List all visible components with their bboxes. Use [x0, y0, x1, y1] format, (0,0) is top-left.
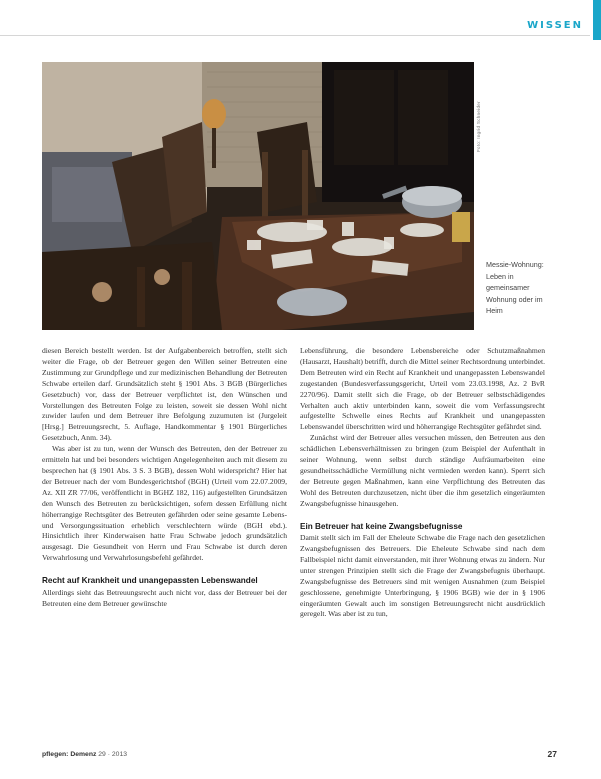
subheading: Recht auf Krankheit und unangepassten Lebenswandel: [42, 576, 258, 586]
subheading: Ein Betreuer hat keine Zwangsbefugnisse: [300, 521, 463, 531]
header-rule: [0, 35, 590, 36]
issue-number: 29 · 2013: [98, 751, 128, 758]
paragraph: Zunächst wird der Betreuer alles versuchen müssen, den Betreuten aus den schädlichen Lebensverhältnissen zu bringen (zum Beispiel der Aufenthalt in seiner Wohnung, wenn selbst durch ständige Aufräumarbeiten eine gesundheitsschädliche Vermüllung nicht vermieden werden kann). Sperrt sich der Betreute gegen Maßnahmen, kann eine Verpflichtung des Betreuten das Wohl des Betreuten durchzusetzen, nicht über die ihm gesetzlich eingeräumten Zwangsbefugnisse hinausgehen.: [300, 433, 545, 508]
article-photo: [42, 62, 474, 330]
section-color-stripe: [593, 0, 601, 40]
magazine-name: pflegen: Demenz: [42, 751, 97, 758]
article-column-left: [42, 346, 287, 609]
footer-publication: [42, 751, 127, 758]
section-tag: WISSEN: [527, 20, 583, 31]
paragraph: Allerdings sieht das Betreuungsrecht auch nicht vor, dass der Betreuer bei der Betreuten eine dem Betreuer gewünschte: [42, 587, 287, 608]
messy-room-illustration: [42, 62, 474, 330]
article-column-right: [300, 346, 545, 620]
paragraph: Damit stellt sich im Fall der Eheleute Schwabe die Frage nach den gesetzlichen Zwangsbefugnissen des Betreuers. Die Eheleute Schwabe sind nach dem Fallbeispiel nicht damit einverstanden, mit ihrer Wohnung etwas zu ändern. Nur unter strengen Prinzipien stellt sich die Frage der Zwangsbefugnis überhaupt. Zwangsbefugnisse des Betreuers sind mit wenigen Ausnahmen (zum Beispiel geschlossene, genehmigte Unterbringung, § 1906 BGB) wie der in § 1906 eingeräumten Gewalt auch im sonstigen Betreuungsrecht nicht ausdrücklich geregelt. Was aber ist zu tun,: [300, 533, 545, 619]
paragraph: Was aber ist zu tun, wenn der Wunsch des Betreuten, den der Betreuer zu ermitteln hat und bei besonders wichtigen Angelegenheiten auch mit diesem zu besprechen hat (§ 1901 Abs. 3 S. 3 BGB), dessen Wohl widerspricht? Hier hat der Betreuer nach der vom Bundesgerichtshof (BGH) (Urteil vom 22.07.2009, Az. XII ZR 77/06, veröffentlicht in BGHZ 182, 116) aufgestellten Grundsätzen den Wunsch des Betreuten zu berücksichtigen, sofern dessen Erfüllung nicht höherrangige Rechtsgüter des Betreuten gefährden oder seine gesamte Lebens- und Versorgungssituation erheblich verschlechtern würde (BGH ebd.). Hinsichtlich ihrer Kinderwaisen hatte Frau Schwabe jedoch grundsätzlich ausgesagt. Die Gesundheit von Herrn und Frau Schwabe ist durch deren Verwahrlosung und Verwahrlosungsbefehl gefährdet.: [42, 444, 287, 563]
paragraph: Lebensführung, die besondere Lebensbereiche oder Schutzmaßnahmen (Hausarzt, Haushalt) betrifft, durch die Mittel seiner Rechtsordnung unterbindet. Dem Betreuten wird ein Recht auf Krankheit und unangepassten Lebenswandel zugestanden (Bundesverfassungsgericht, Urteil vom 23.03.1998, Az. 2 BvR 2270/96). Damit stellt sich die Frage, ob der Betreuer selbstschädigendes Verhalten auch aktiv unterbinden kann, soweit die vom Verfassungsrecht aufgestellte Schwelle eines Rechts auf Krankheit und unangepassten Lebenswandel überschritten wird und höherrangige Rechtsgüter gefährdet sind.: [300, 346, 545, 432]
paragraph: diesen Bereich bestellt werden. Ist der Aufgabenbereich betroffen, stellt sich weiter die Frage, ob der Betreuer gegen den Willen seiner Betreuten eine Zustimmung zur Grundpflege und zur medizinischen Behandlung der Betreuten Schwabe erteilen darf. Grundsätzlich steht § 1901 Abs. 3 BGB (Bürgerliches Gesetzbuch) vor, dass der Betreuer verpflichtet ist, den Wünschen und Vorstellungen des Betreuten Folge zu leisten, soweit sie dessen Wohl nicht zuwider laufen und dem Betreuer ihre Befolgung zuzumuten ist (Jurgeleit [Hrsg.] Betreuungsrecht, 5. Auflage, Handkommentar § 1901 Bürgerliches Gesetzbuch, Anm. 34).: [42, 346, 287, 443]
photo-credit: Foto: Ingrid Schneider: [476, 101, 481, 152]
photo-caption: Messie-Wohnung: Leben in gemeinsamer Wohnung oder im Heim: [486, 260, 544, 315]
page-number: 27: [547, 749, 557, 759]
